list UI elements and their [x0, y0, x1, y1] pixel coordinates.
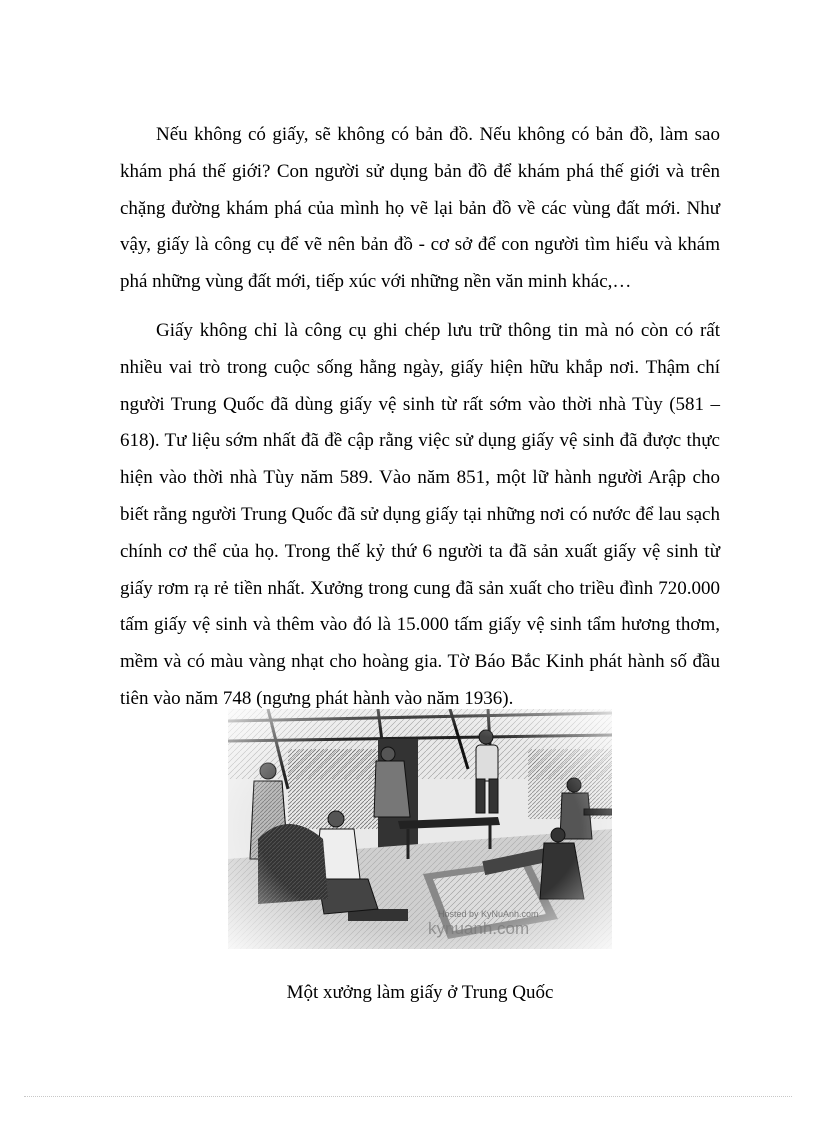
paragraph-maps: Nếu không có giấy, sẽ không có bản đồ. Nếu không có bản đồ, làm sao khám phá thế giới? Con người sử dụng bản đồ để khám phá thế giới và trên chặng đường khám phá của mình họ vẽ lại bản đồ về các vùng đất mới. Như vậy, giấy là công cụ để vẽ nên bản đồ - cơ sở để con người tìm hiểu và khám phá những vùng đất mới, tiếp xúc với những nền văn minh khác,… [120, 124, 720, 293]
figure-caption: Một xưởng làm giấy ở Trung Quốc [286, 982, 554, 1003]
paper-workshop-engraving [228, 709, 612, 949]
watermark-small: Hosted by KyNuAnh.com [438, 909, 539, 919]
paragraph-paper-uses: Giấy không chỉ là công cụ ghi chép lưu trữ thông tin mà nó còn có rất nhiều vai trò trong cuộc sống hằng ngày, giấy hiện hữu khắp nơi. Thậm chí người Trung Quốc đã dùng giấy vệ sinh từ rất sớm vào thời nhà Tùy (581 – 618). Tư liệu sớm nhất đã đề cập rằng việc sử dụng giấy vệ sinh đã được thực hiện vào thời nhà Tùy năm 589. Vào năm 851, một lữ hành người Arập cho biết rằng người Trung Quốc đã sử dụng giấy tại những nơi có nước để lau sạch chính cơ thể của họ. Trong thế kỷ thứ 6 người ta đã sản xuất giấy vệ sinh từ giấy rơm rạ rẻ tiền nhất. Xưởng trong cung đã sản xuất cho triều đình 720.000 tấm giấy vệ sinh và thêm vào đó là 15.000 tấm giấy vệ sinh tẩm hương thơm, mềm và có màu vàng nhạt cho hoàng gia. Tờ Báo Bắc Kinh phát hành số đầu tiên vào năm 748 (ngưng phát hành vào năm 1936). [120, 320, 720, 709]
watermark-large: kynuanh.com [428, 919, 530, 938]
page-bottom-rule [24, 1096, 792, 1097]
